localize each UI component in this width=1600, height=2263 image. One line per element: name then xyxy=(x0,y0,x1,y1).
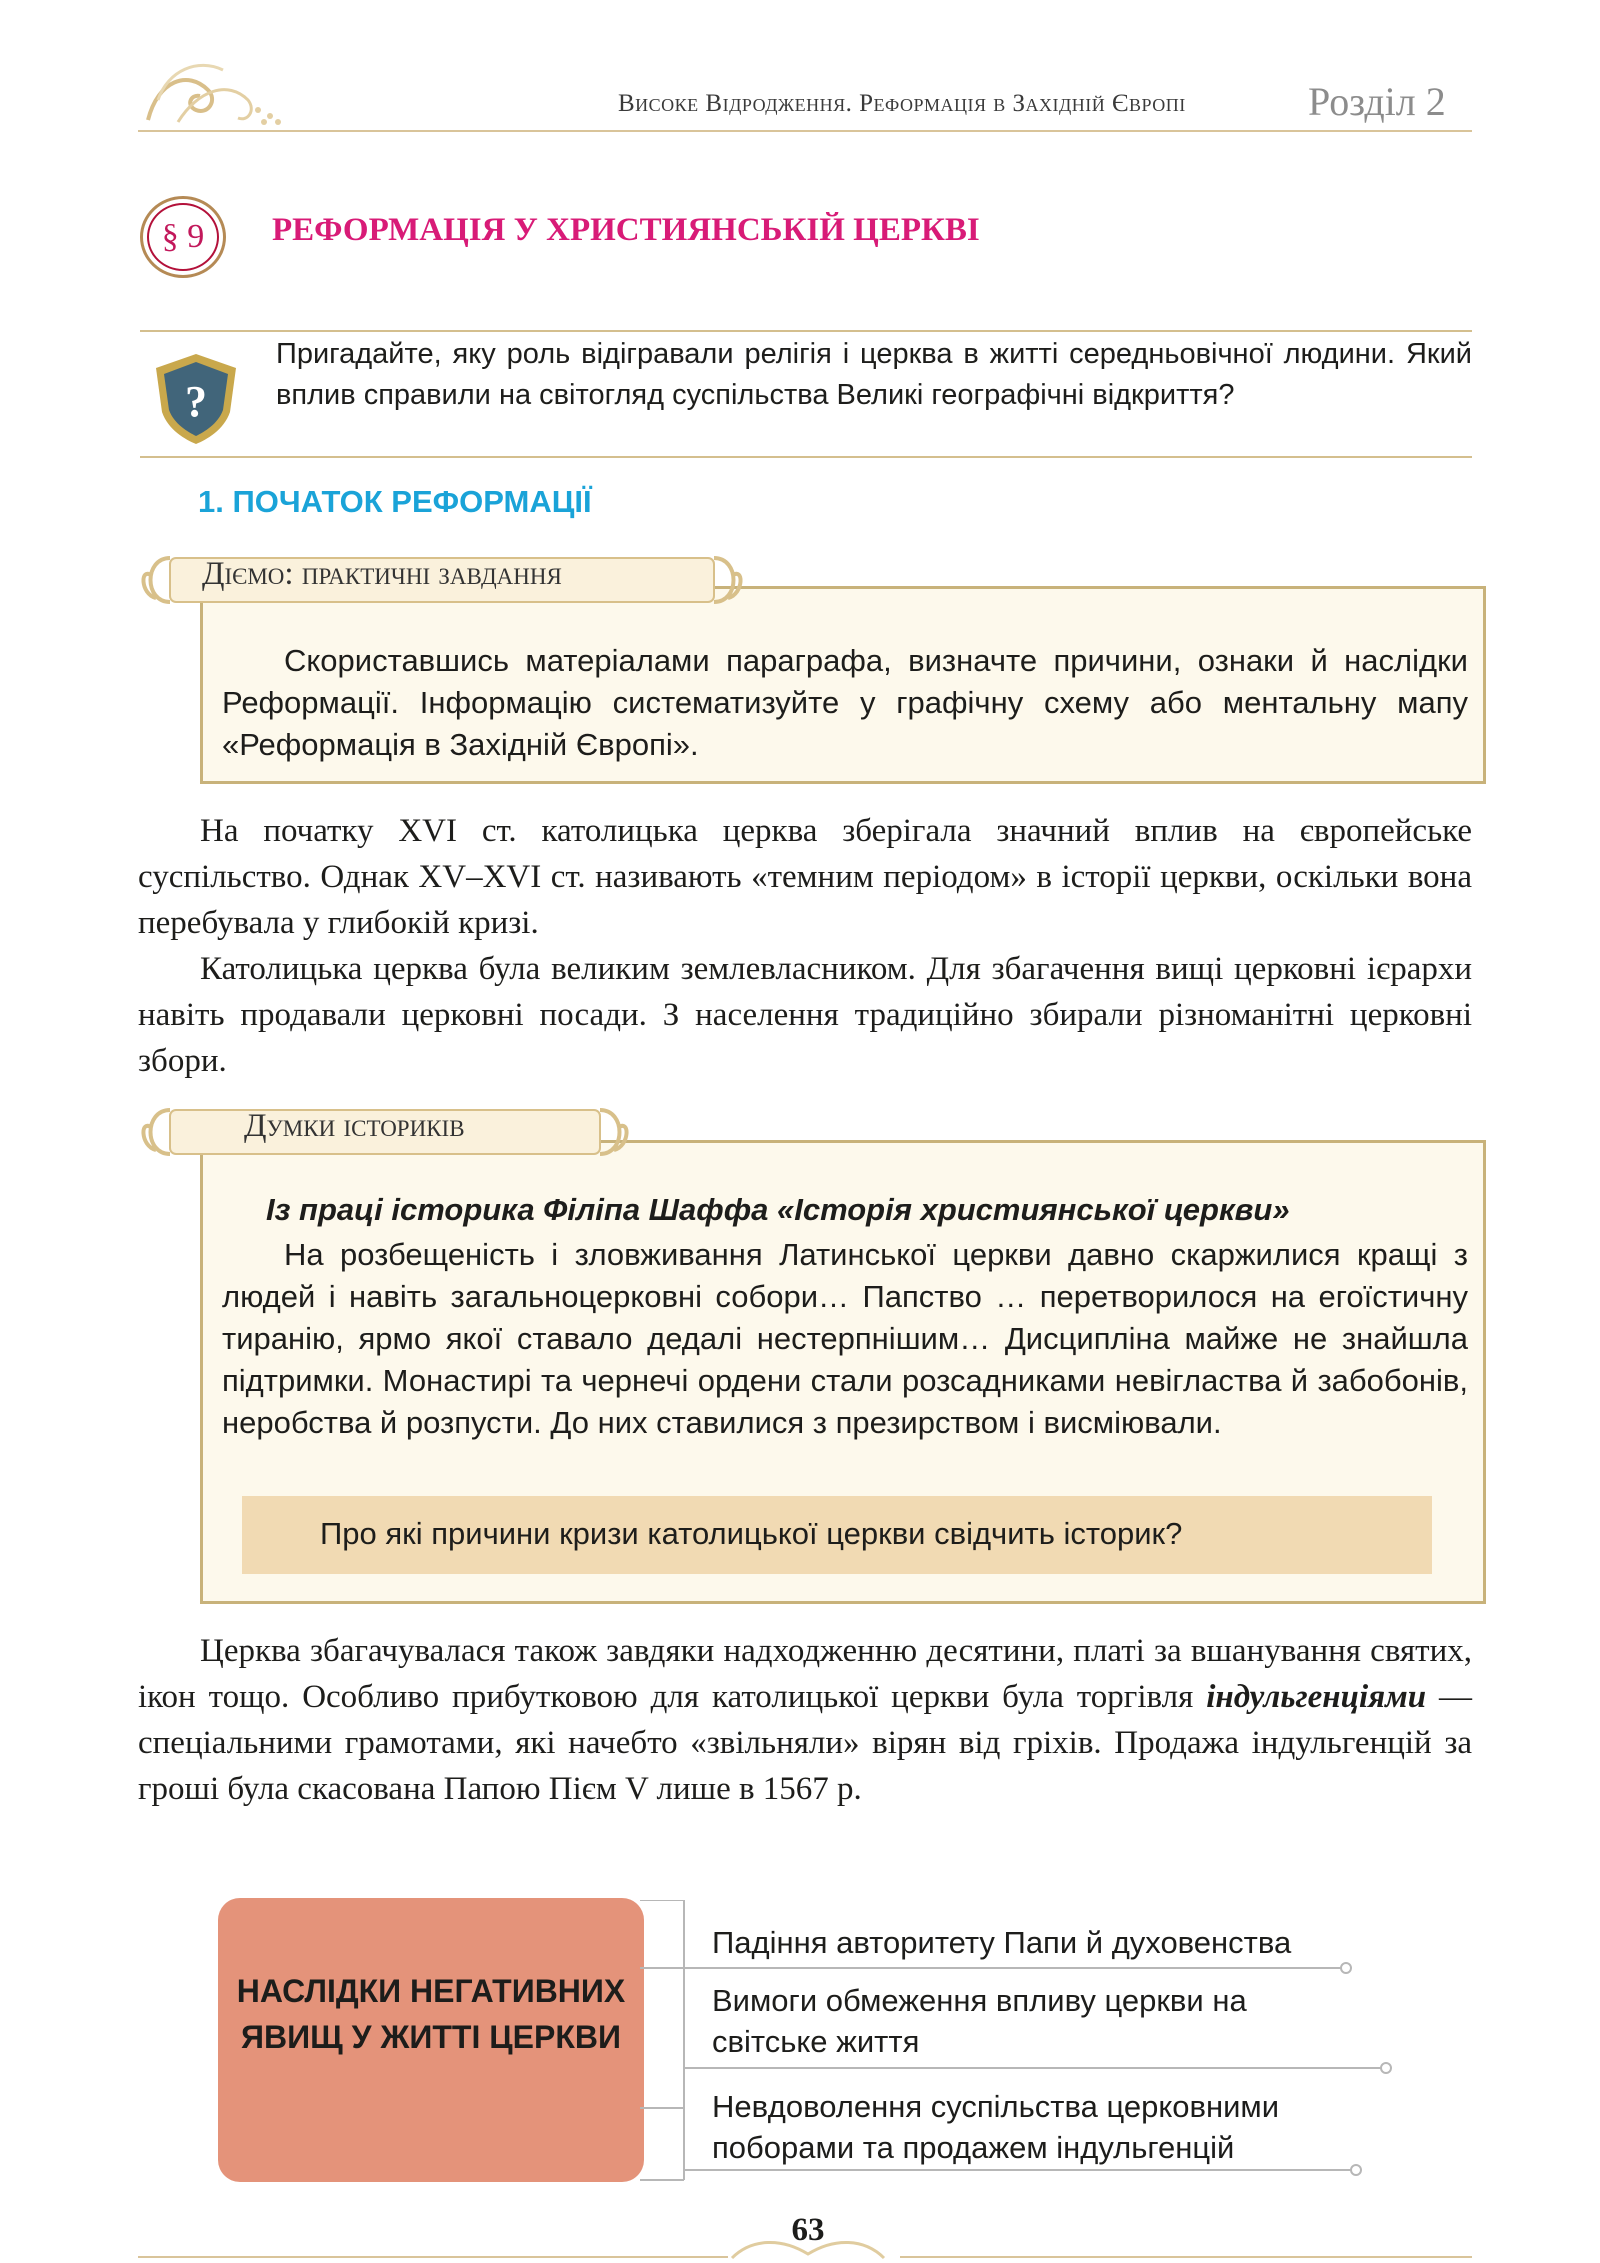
header-divider xyxy=(138,130,1472,132)
body-paragraph-indulgences xyxy=(138,1628,1472,1812)
footer-divider-left xyxy=(138,2256,728,2258)
running-title: Високе Відродження. Реформація в Західній Європі xyxy=(618,90,1186,117)
paragraph-badge xyxy=(140,196,226,278)
task-label: Діємо: практичні завдання xyxy=(202,556,562,592)
quote-text: На розбещеність і зловживання Латинської церкви давно скаржилися кращі з людей і навіть загальноцерковні собори… Папство … перетворилося на егоїстичну тиранію, ярмо якої ставало дедалі нестерпнішим… Дисципліна майже не знайшла підтримки. Монастирі та чернечі ордени стали розсадниками невігластва й забобонів, неробства й розпусти. До них ставилися з презирством і висміювали. xyxy=(222,1237,1468,1440)
paragraph-number: § 9 xyxy=(147,203,219,271)
diagram-item: Падіння авторитету Папи й духовенства xyxy=(712,1925,1292,1960)
historians-label: Думки істориків xyxy=(244,1108,465,1144)
recall-top-rule xyxy=(140,330,1472,332)
diagram-title: НАСЛІДКИ НЕГАТИВНИХ ЯВИЩ У ЖИТТІ ЦЕРКВИ xyxy=(236,1973,626,2055)
header-ornament-icon xyxy=(138,50,288,130)
recall-bottom-rule xyxy=(140,456,1472,458)
question-text: Про які причини кризи католицької церкви свідчить історик? xyxy=(320,1516,1183,1551)
quote-source: Із праці історика Філіпа Шаффа «Історія християнської церкви» xyxy=(266,1192,1290,1227)
diagram-item: Невдоволення суспільства церковними поборами та продажем індульгенцій xyxy=(712,2089,1280,2165)
page-number: 63 xyxy=(791,2212,825,2248)
body-text-part: — спеціальними грамотами, які начебто «звільняли» вірян від гріхів. Продажа індульгенцій за гроші була скасована Папою Пієм V лише в 1567 р. xyxy=(138,1679,1473,1807)
paragraph-title: РЕФОРМАЦІЯ У ХРИСТИЯНСЬКІЙ ЦЕРКВІ xyxy=(272,212,980,248)
diagram-item: Вимоги обмеження впливу церкви на світське життя xyxy=(712,1983,1247,2059)
body-paragraph: На початку XVI ст. католицька церква зберігала значний вплив на європейське суспільство. Однак XV–XVI ст. називають «темним періодом» в історії церкви, оскільки вона перебувала у глибокій кризі. xyxy=(138,813,1472,941)
subheading: 1. ПОЧАТОК РЕФОРМАЦІЇ xyxy=(198,484,592,519)
body-text-part: Церква збагачувалася також завдяки надходженню десятини, платі за вшанування святих, ікон тощо. Особливо прибутковою для католицької церкви була торгівля xyxy=(138,1633,1472,1715)
term-indulgences: індульгенціями xyxy=(1206,1679,1427,1715)
recall-text: Пригадайте, яку роль відігравали релігія і церква в житті середньовічної людини. Який вплив справили на світогляд суспільства Великі географічні відкриття? xyxy=(276,338,1472,411)
footer-divider-right xyxy=(900,2256,1472,2258)
task-text: Скориставшись матеріалами параграфа, визначте причини, ознаки й наслідки Реформації. Інформацію систематизуйте у графічну схему або ментальну мапу «Реформація в Західній Європі». xyxy=(222,643,1468,762)
section-label: Розділ 2 xyxy=(1308,79,1446,124)
svg-text:?: ? xyxy=(185,377,207,426)
body-paragraph: Католицька церква була великим землевласником. Для збагачення вищі церковні ієрархи навіть продавали церковні посади. З населення традиційно збирали різноманітні церковні збори. xyxy=(138,951,1472,1079)
question-shield-icon xyxy=(150,350,242,446)
